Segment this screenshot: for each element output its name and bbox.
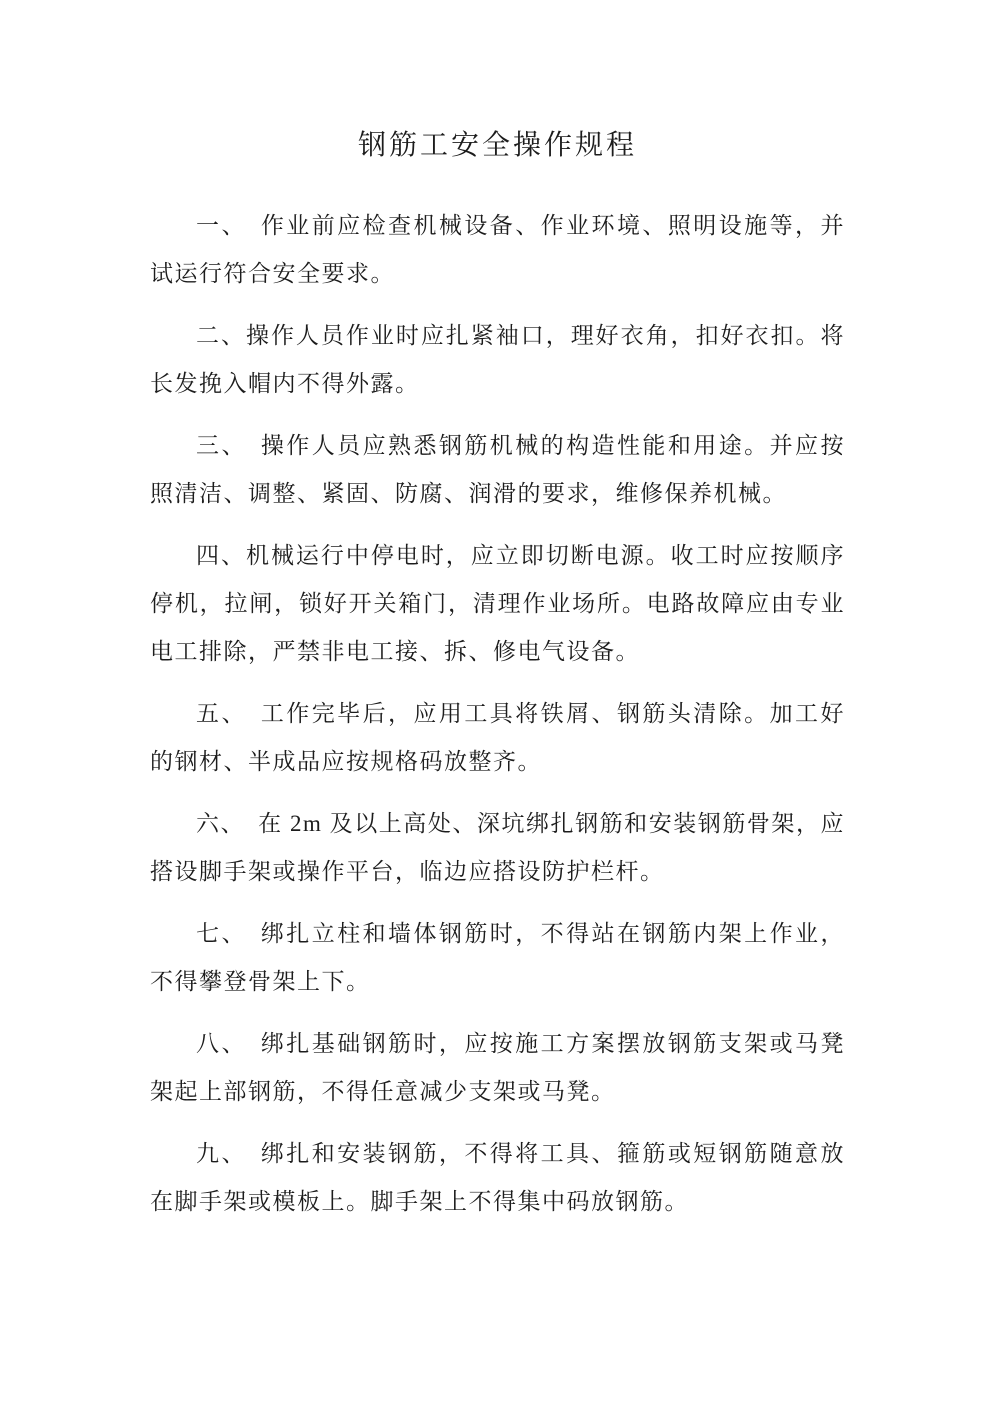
paragraph-item-1: 一、 作业前应检查机械设备、作业环境、照明设施等，并试运行符合安全要求。 <box>150 213 845 286</box>
document-body <box>150 202 845 1226</box>
paragraph-item-9: 九、 绑扎和安装钢筋，不得将工具、箍筋或短钢筋随意放在脚手架或模板上。脚手架上不得集中码放钢筋。 <box>150 1141 845 1214</box>
document-title: 钢筋工安全操作规程 <box>357 130 637 161</box>
paragraph-item-3: 三、 操作人员应熟悉钢筋机械的构造性能和用途。并应按照清洁、调整、紧固、防腐、润滑的要求，维修保养机械。 <box>150 433 845 506</box>
document-content <box>150 126 845 1240</box>
paragraph-item-8: 八、 绑扎基础钢筋时，应按施工方案摆放钢筋支架或马凳架起上部钢筋，不得任意减少支架或马凳。 <box>150 1031 845 1104</box>
paragraph-item-6: 六、 在 2m 及以上高处、深坑绑扎钢筋和安装钢筋骨架，应搭设脚手架或操作平台，临边应搭设防护栏杆。 <box>150 811 845 884</box>
paragraph-item-7: 七、 绑扎立柱和墙体钢筋时，不得站在钢筋内架上作业，不得攀登骨架上下。 <box>150 921 845 994</box>
paragraph-item-5: 五、 工作完毕后，应用工具将铁屑、钢筋头清除。加工好的钢材、半成品应按规格码放整齐。 <box>150 701 845 774</box>
paragraph-item-2: 二、操作人员作业时应扎紧袖口，理好衣角，扣好衣扣。将长发挽入帽内不得外露。 <box>150 323 845 396</box>
paragraph-item-4: 四、机械运行中停电时，应立即切断电源。收工时应按顺序停机，拉闸，锁好开关箱门，清理作业场所。电路故障应由专业电工排除，严禁非电工接、拆、修电气设备。 <box>150 543 845 664</box>
